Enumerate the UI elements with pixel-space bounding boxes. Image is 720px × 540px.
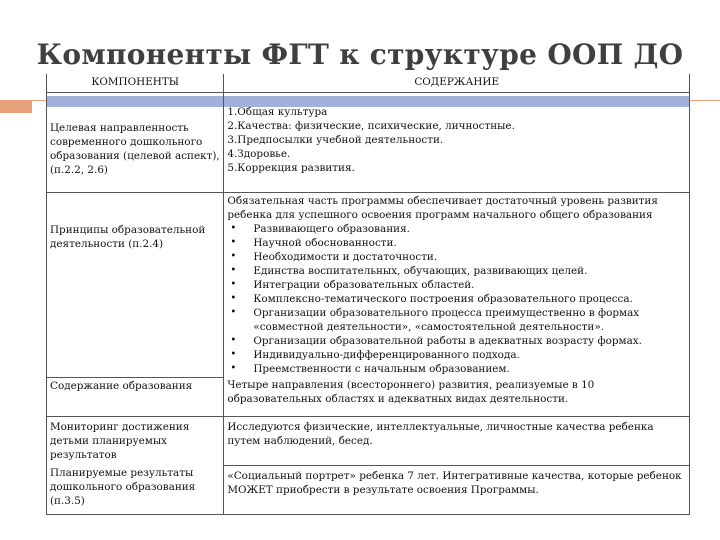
row-label-target: Целевая направленность современного дошкольного образования (целевой аспект), (п.2.2, 2.6) xyxy=(47,93,224,193)
list-item: 4.Здоровье. xyxy=(227,148,291,160)
list-item: • Организации образовательного процесса преимущественно в формах «совместной деятельности», «самостоятельной деятельности». xyxy=(227,306,686,334)
row-content-target xyxy=(224,93,690,193)
table-row xyxy=(47,377,690,416)
list-item: 5.Коррекция развития. xyxy=(227,162,355,174)
table-row xyxy=(47,93,690,193)
principles-list xyxy=(227,222,686,376)
list-item: • Преемственности с начальным образованием. xyxy=(227,362,686,376)
column-header-components: КОМПОНЕНТЫ xyxy=(47,74,224,93)
row-label-monitoring: Мониторинг достижения детьми планируемых результатов xyxy=(47,416,224,465)
list-item: 2.Качества: физические, психические, личностные. xyxy=(227,120,515,132)
principles-intro: Обязательная часть программы обеспечивает достаточный уровень развития ребенка для успешного освоения программ начального общего образования xyxy=(227,195,658,221)
list-item: • Единства воспитательных, обучающих, развивающих целей. xyxy=(227,264,686,278)
row-content-results: «Социальный портрет» ребенка 7 лет. Интегративные качества, которые ребенок МОЖЕТ приобрести в результате освоения Программы. xyxy=(224,465,690,514)
list-item: • Развивающего образования. xyxy=(227,222,686,236)
row-content-principles xyxy=(224,193,690,378)
accent-block xyxy=(0,100,32,113)
table-row xyxy=(47,416,690,465)
components-table xyxy=(46,74,690,515)
row-label-principles: Принципы образовательной деятельности (п.2.4) xyxy=(47,193,224,378)
table-row xyxy=(47,465,690,514)
list-item: • Необходимости и достаточности. xyxy=(227,250,686,264)
list-item: 1.Общая культура xyxy=(227,106,328,118)
row-label-results: Планируемые результаты дошкольного образования (п.3.5) xyxy=(47,465,224,514)
list-item: • Индивидуально-дифференцированного подхода. xyxy=(227,348,686,362)
page-title: Компоненты ФГТ к структуре ООП ДО xyxy=(36,38,684,71)
column-header-content: СОДЕРЖАНИЕ xyxy=(224,74,690,93)
row-label-content: Содержание образования xyxy=(47,377,224,416)
list-item: • Организации образовательной работы в адекватных возрасту формах. xyxy=(227,334,686,348)
list-item: • Интеграции образовательных областей. xyxy=(227,278,686,292)
table-header-row xyxy=(47,74,690,93)
list-item: • Комплексно-тематического построения образовательного процесса. xyxy=(227,292,686,306)
table-row xyxy=(47,193,690,378)
row-content-monitoring: Исследуются физические, интеллектуальные, личностные качества ребенка путем наблюдений, бесед. xyxy=(224,416,690,465)
list-item: 3.Предпосылки учебной деятельности. xyxy=(227,134,444,146)
list-item: • Научной обоснованности. xyxy=(227,236,686,250)
row-content-content: Четыре направления (всестороннего) развития, реализуемые в 10 образовательных областях и адекватных видах деятельности. xyxy=(224,377,690,416)
